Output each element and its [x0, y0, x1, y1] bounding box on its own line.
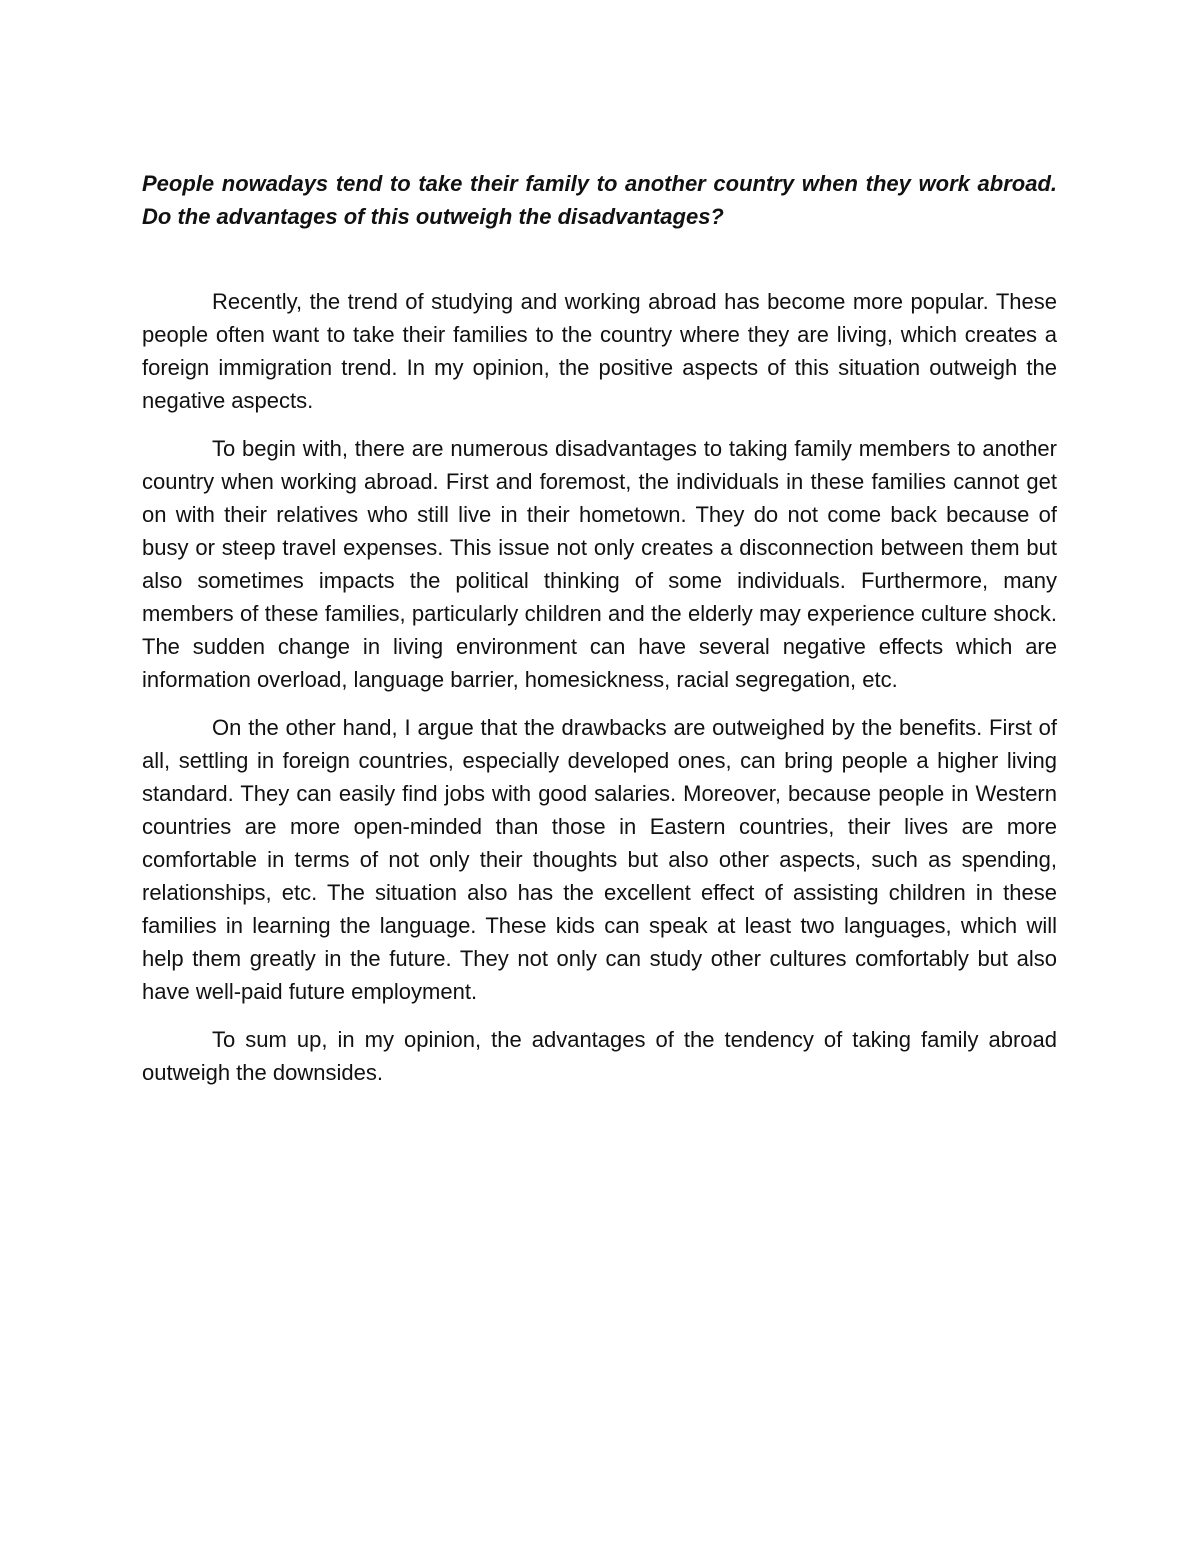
disadvantages-paragraph: To begin with, there are numerous disadvantages to taking family members to another country when working abroad. First and foremost, the individuals in these families cannot get on with their relatives who still live in their hometown. They do not come back because of busy or steep travel expenses. This issue not only creates a disconnection between them but also sometimes impacts the political thinking of some individuals. Furthermore, many members of these families, particularly children and the elderly may experience culture shock. The sudden change in living environment can have several negative effects which are information overload, language barrier, homesickness, racial segregation, etc. — [142, 436, 1057, 692]
essay-body — [142, 167, 1057, 1104]
conclusion-paragraph: To sum up, in my opinion, the advantages of the tendency of taking family abroad outweigh the downsides. — [142, 1027, 1057, 1085]
advantages-paragraph: On the other hand, I argue that the drawbacks are outweighed by the benefits. First of all, settling in foreign countries, especially developed ones, can bring people a higher living standard. They can easily find jobs with good salaries. Moreover, because people in Western countries are more open-minded than those in Eastern countries, their lives are more comfortable in terms of not only their thoughts but also other aspects, such as spending, relationships, etc. The situation also has the excellent effect of assisting children in these families in learning the language. These kids can speak at least two languages, which will help them greatly in the future. They not only can study other cultures comfortably but also have well-paid future employment. — [142, 715, 1057, 1004]
essay-prompt: People nowadays tend to take their family to another country when they work abroad. Do the advantages of this outweigh the disadvantages? — [142, 171, 1057, 229]
introduction-paragraph: Recently, the trend of studying and working abroad has become more popular. These people often want to take their families to the country where they are living, which creates a foreign immigration trend. In my opinion, the positive aspects of this situation outweigh the negative aspects. — [142, 289, 1057, 413]
